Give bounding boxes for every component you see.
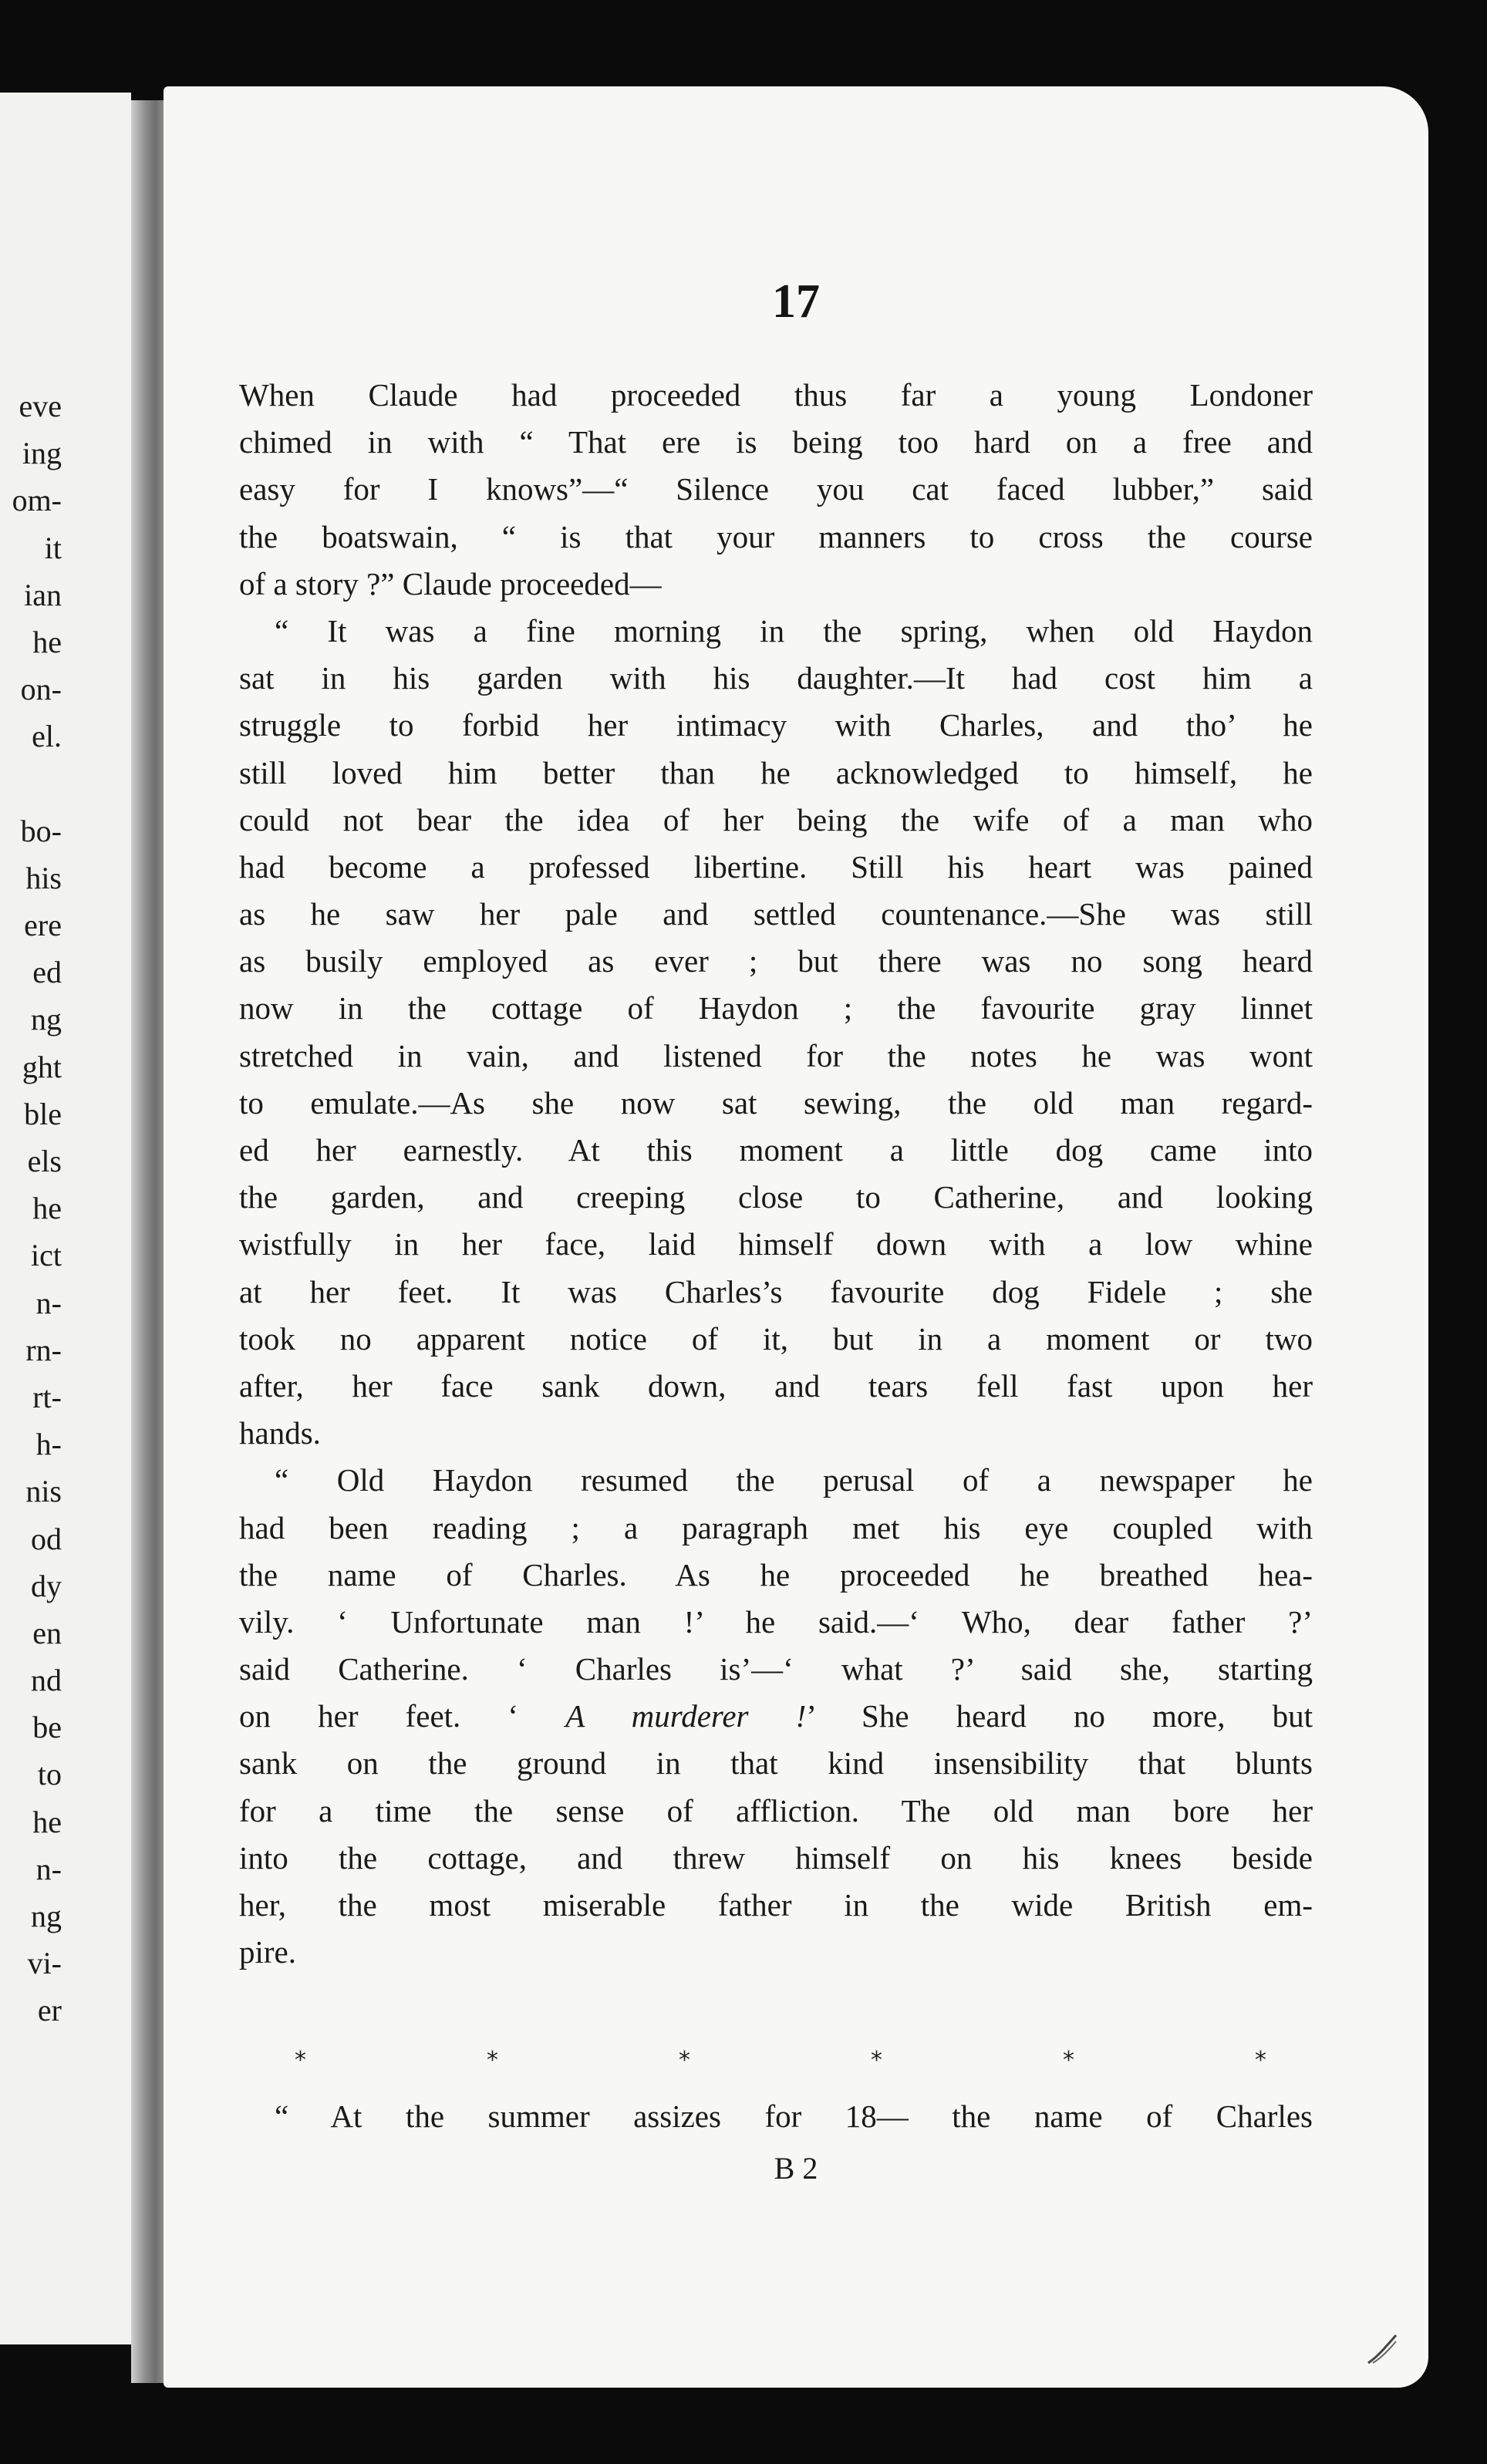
facing-page-fragment: ng bbox=[31, 1899, 62, 1933]
page-corner-curl-icon bbox=[1367, 2334, 1398, 2365]
text-line: pire. bbox=[239, 1934, 296, 1970]
text-line: as he saw her pale and settled countenance.—She was still bbox=[239, 896, 1313, 932]
book-page bbox=[164, 86, 1428, 2388]
signature-mark: B 2 bbox=[774, 2151, 818, 2186]
facing-page-fragment bbox=[0, 760, 62, 807]
facing-page-fragment: h- bbox=[35, 1427, 62, 1462]
facing-page-fragment: ing bbox=[22, 436, 62, 471]
facing-page-fragment: n- bbox=[35, 1285, 62, 1320]
text-line: struggle to forbid her intimacy with Charles, and tho’ he bbox=[239, 707, 1313, 743]
text-line: took no apparent notice of it, but in a moment or two bbox=[239, 1320, 1313, 1357]
facing-page-fragment: on- bbox=[20, 672, 62, 707]
text-line: the name of Charles. As he proceeded he breathed hea- bbox=[239, 1556, 1313, 1593]
text-line: had become a professed libertine. Still his heart was pained bbox=[239, 848, 1313, 885]
facing-page-fragment: ere bbox=[24, 908, 62, 943]
text-line: wistfully in her face, laid himself down with a low whine bbox=[239, 1226, 1313, 1262]
text-line: her, the most miserable father in the wide British em- bbox=[239, 1887, 1313, 1923]
facing-page-fragment: be bbox=[32, 1710, 62, 1745]
facing-page-fragment: dy bbox=[31, 1568, 62, 1603]
text-line: of a story ?” Claude proceeded— bbox=[239, 565, 662, 602]
text-line: “ It was a fine morning in the spring, when old Haydon bbox=[275, 612, 1313, 649]
text-line: easy for I knows”—“ Silence you cat faced lubber,” said bbox=[239, 471, 1313, 507]
facing-page-fragment: vi- bbox=[27, 1946, 62, 1981]
text-line: after, her face sank down, and tears fell fast upon her bbox=[239, 1367, 1313, 1404]
text-line: could not bear the idea of her being the wife of a man who bbox=[239, 801, 1313, 838]
facing-page-fragment: bo- bbox=[20, 813, 62, 848]
facing-page-fragment: rt- bbox=[32, 1379, 62, 1414]
facing-page-fragment: ed bbox=[32, 955, 62, 990]
text-line: “ Old Haydon resumed the perusal of a newspaper he bbox=[275, 1462, 1313, 1498]
text-line: chimed in with “ That ere is being too hard on a free and bbox=[239, 424, 1313, 460]
facing-page-fragments bbox=[0, 383, 62, 2034]
facing-page-fragment: ict bbox=[31, 1238, 62, 1273]
facing-page-fragment: en bbox=[32, 1615, 62, 1650]
asterisk: * bbox=[871, 2047, 882, 2074]
page-number: 17 bbox=[772, 275, 820, 328]
facing-page-fragment: nis bbox=[25, 1474, 62, 1509]
text-line: into the cottage, and threw himself on his knees beside bbox=[239, 1839, 1313, 1876]
facing-page-fragment: his bbox=[25, 860, 62, 895]
asterisk: * bbox=[1063, 2047, 1074, 2074]
facing-page-fragment: ght bbox=[22, 1049, 62, 1084]
facing-page-fragment: he bbox=[32, 624, 62, 659]
text-line: When Claude had proceeded thus far a young Londoner bbox=[239, 377, 1313, 413]
facing-page-fragment: er bbox=[37, 1993, 62, 2028]
emphasized-text: A murderer ! bbox=[565, 1698, 807, 1734]
text-line: hands. bbox=[239, 1415, 321, 1451]
text-line: said Catherine. ‘ Charles is’—‘ what ?’ said she, starting bbox=[239, 1651, 1313, 1687]
text-line: sat in his garden with his daughter.—It had cost him a bbox=[239, 660, 1313, 696]
text-line: the garden, and creeping close to Catherine, and looking bbox=[239, 1179, 1313, 1215]
text-line: now in the cottage of Haydon ; the favourite gray linnet bbox=[239, 990, 1313, 1026]
facing-page-fragment: it bbox=[44, 530, 62, 565]
facing-page-left bbox=[0, 93, 131, 2344]
facing-page-fragment: rn- bbox=[25, 1332, 62, 1367]
facing-page-fragment: el. bbox=[32, 719, 62, 754]
facing-page-fragment: he bbox=[32, 1191, 62, 1226]
facing-page-fragment: ng bbox=[31, 1002, 62, 1037]
facing-page-fragment: om- bbox=[12, 483, 62, 518]
text-line: still loved him better than he acknowledged to himself, he bbox=[239, 754, 1313, 790]
text-line: as busily employed as ever ; but there was no song heard bbox=[239, 943, 1313, 979]
facing-page-fragment: he bbox=[32, 1804, 62, 1839]
facing-page-fragment: els bbox=[27, 1144, 62, 1178]
text-line: to emulate.—As she now sat sewing, the old man regard- bbox=[239, 1084, 1313, 1121]
facing-page-fragment: to bbox=[37, 1757, 62, 1792]
facing-page-fragment: od bbox=[31, 1521, 62, 1556]
asterisk: * bbox=[1255, 2047, 1266, 2074]
facing-page-fragment: n- bbox=[35, 1851, 62, 1886]
page-body-text bbox=[239, 372, 1313, 1976]
facing-page-fragment: ble bbox=[24, 1096, 62, 1131]
facing-page-fragment: ian bbox=[24, 577, 62, 612]
text-line: the boatswain, “ is that your manners to cross the course bbox=[239, 518, 1313, 554]
asterisk: * bbox=[295, 2047, 306, 2074]
facing-page-fragment: nd bbox=[31, 1663, 62, 1698]
section-break-asterisks bbox=[295, 2047, 1266, 2074]
text-line: stretched in vain, and listened for the notes he was wont bbox=[239, 1037, 1313, 1074]
continuation-line: “ At the summer assizes for 18— the name of Charles bbox=[275, 2098, 1313, 2134]
text-line: ed her earnestly. At this moment a little dog came into bbox=[239, 1132, 1313, 1168]
text-line: sank on the ground in that kind insensibility that blunts bbox=[239, 1745, 1313, 1781]
text-line: for a time the sense of affliction. The old man bore her bbox=[239, 1792, 1313, 1829]
asterisk: * bbox=[487, 2047, 498, 2074]
facing-page-fragment: eve bbox=[19, 389, 62, 423]
text-line: on her feet. ‘ A murderer !’ She heard no more, but bbox=[239, 1698, 1313, 1734]
text-line: vily. ‘ Unfortunate man !’ he said.—‘ Who, dear father ?’ bbox=[239, 1603, 1313, 1640]
asterisk: * bbox=[679, 2047, 690, 2074]
text-line: had been reading ; a paragraph met his eye coupled with bbox=[239, 1509, 1313, 1545]
text-line: at her feet. It was Charles’s favourite dog Fidele ; she bbox=[239, 1273, 1313, 1310]
